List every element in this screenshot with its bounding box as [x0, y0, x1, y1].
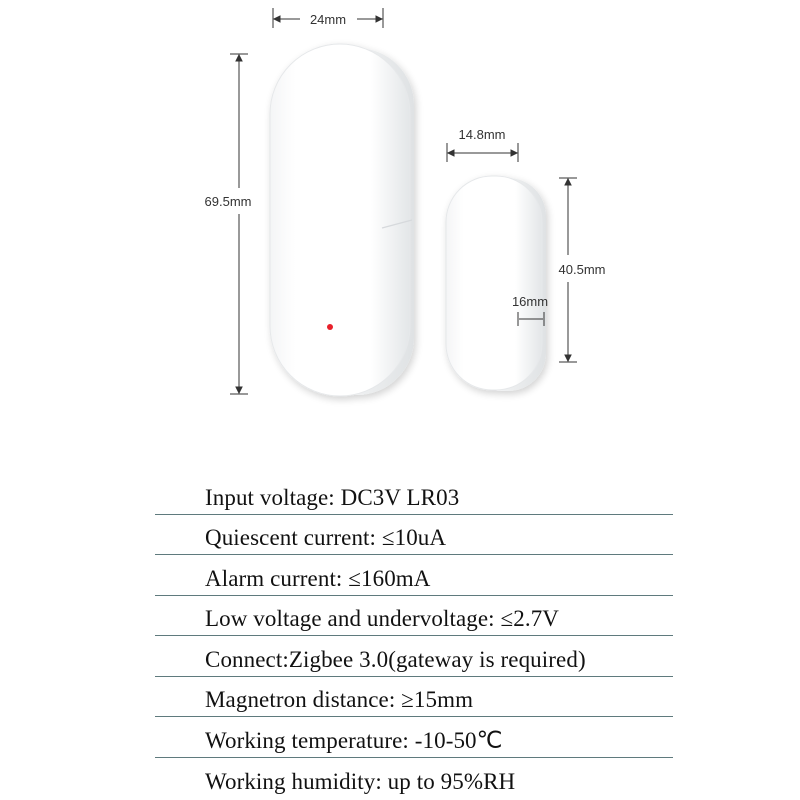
spec-text: Magnetron distance: ≥15mm — [205, 687, 474, 712]
spec-text: Connect:Zigbee 3.0(gateway is required) — [205, 646, 586, 672]
sensor-height-label: 69.5mm — [204, 194, 252, 209]
door-sensor-body — [270, 44, 414, 396]
spec-row-working-temperature — [155, 717, 673, 758]
dimension-magnet-width — [447, 143, 518, 162]
spec-row-input-voltage — [155, 474, 673, 515]
spec-row-alarm-current — [155, 555, 673, 596]
spec-text: Low voltage and undervoltage: ≤2.7V — [205, 606, 560, 631]
spec-row-magnetron-distance — [155, 677, 673, 718]
magnet-height-label: 40.5mm — [558, 262, 606, 277]
spec-row-low-voltage — [155, 596, 673, 637]
spec-row-working-humidity — [155, 758, 673, 799]
magnet-width-label: 14.8mm — [458, 127, 506, 142]
spec-text: Input voltage: DC3V LR03 — [205, 484, 460, 510]
spec-row-connect — [155, 636, 673, 677]
indicator-led — [327, 324, 333, 330]
spec-text: Working temperature: -10-50℃ — [205, 727, 503, 753]
sensor-width-label: 24mm — [309, 12, 347, 27]
magnet-body — [446, 176, 549, 391]
magnet-depth-label: 16mm — [511, 294, 549, 309]
dimension-sensor-height — [230, 54, 248, 394]
spec-text: Quiescent current: ≤10uA — [205, 525, 447, 550]
spec-text: Alarm current: ≤160mA — [205, 565, 431, 591]
spec-table — [155, 474, 673, 798]
spec-text: Working humidity: up to 95%RH — [205, 769, 516, 794]
spec-row-quiescent-current — [155, 515, 673, 556]
